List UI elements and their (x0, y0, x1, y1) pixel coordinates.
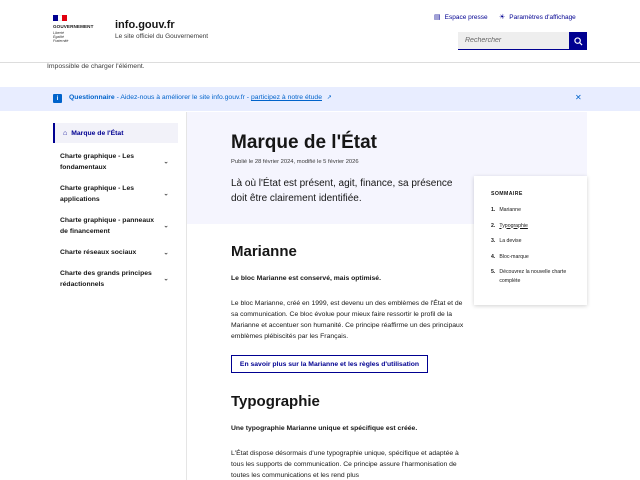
notice-title: Questionnaire (69, 94, 115, 101)
logo-word: GOUVERNEMENT (53, 24, 94, 29)
section-subtitle-typographie: Une typographie Marianne unique et spécifique est créée. (231, 425, 418, 432)
sidebar-item-fondamentaux[interactable]: Charte graphique - Les fondamentaux ⌄ (60, 153, 169, 171)
page-lead: Là où l'État est présent, agit, finance, sa présence doit être clairement identifiée. (231, 178, 453, 204)
summary-title: SOMMAIRE (491, 191, 523, 197)
notice-link[interactable]: participez à notre étude (250, 94, 322, 101)
summary-item[interactable]: 2. Typographie (491, 222, 528, 229)
marianne-more-button[interactable]: En savoir plus sur la Marianne et les règles d'utilisation (231, 355, 428, 373)
section-body-typographie: L'État dispose désormais d'une typographie unique, spécifique et adaptée à tous les supports de communication. Ce principe assure l'harmonisation de toutes les communications et les rend plus (231, 450, 459, 479)
notice-text (69, 94, 332, 101)
tricolor-flag-icon (53, 15, 67, 21)
chevron-down-icon: ⌄ (163, 249, 169, 256)
sidebar-item-panneaux[interactable]: Charte graphique - panneaux de financement ⌄ (60, 217, 169, 235)
sidebar-nav (53, 123, 178, 290)
questionnaire-notice (0, 87, 640, 111)
press-link[interactable]: ▤ Espace presse (434, 13, 488, 21)
section-title-typographie: Typographie (231, 393, 320, 410)
sidebar-item-redactionnels[interactable]: Charte des grands principes rédactionnels ⌄ (60, 270, 169, 288)
notice-body: - Aidez-nous à améliorer le site info.gouv.fr - (114, 94, 251, 101)
site-tagline: Le site officiel du Gouvernement (115, 33, 209, 40)
summary-item[interactable]: 3. La devise (491, 238, 522, 244)
search-icon (574, 37, 583, 46)
external-link-icon: ↗ (326, 95, 332, 101)
page-meta: Publié le 28 février 2024, modifié le 5 février 2026 (231, 159, 359, 165)
chevron-down-icon: ⌄ (163, 190, 169, 198)
search-input[interactable] (458, 32, 569, 50)
site-title[interactable]: info.gouv.fr (115, 19, 175, 31)
gouvernement-logo[interactable] (53, 15, 105, 43)
logo-motto: Liberté Égalité Fraternité (53, 31, 69, 43)
chevron-down-icon: ⌄ (163, 275, 169, 283)
section-subtitle-marianne: Le bloc Marianne est conservé, mais optimisé. (231, 275, 381, 282)
sidebar-item-applications[interactable]: Charte graphique - Les applications ⌄ (60, 185, 169, 203)
load-error-message: Impossible de charger l'élément. (47, 63, 145, 70)
summary-item[interactable]: 1. Marianne (491, 207, 521, 213)
search-button[interactable] (569, 32, 587, 50)
summary-item[interactable]: 5. Découvrez la nouvelle charte complète (491, 269, 567, 284)
sidebar-item-marque[interactable]: ⌂ Marque de l'État (53, 123, 178, 143)
chevron-down-icon: ⌄ (163, 222, 169, 230)
press-icon: ▤ (434, 14, 441, 21)
site-header (0, 0, 640, 62)
sun-icon: ☀ (499, 14, 506, 21)
chevron-down-icon: ⌄ (163, 158, 169, 166)
page-title: Marque de l'État (231, 132, 377, 153)
sidebar-item-reseaux[interactable]: Charte réseaux sociaux ⌄ (60, 249, 169, 256)
section-title-marianne: Marianne (231, 243, 297, 260)
summary-box (474, 176, 587, 305)
home-icon: ⌂ (63, 129, 68, 137)
close-icon[interactable]: ✕ (575, 93, 582, 102)
section-body-marianne: Le bloc Marianne, créé en 1999, est devenu un des emblèmes de l'État et de sa communication. Ce bloc évolue pour mieux faire ressortir le profil de la Marianne et accentuer son humanité. Ce principe réaffirme un des principaux emblèmes plébiscités par les Français. (231, 300, 464, 340)
info-icon: i (53, 94, 62, 103)
display-settings-link[interactable]: ☀ Paramètres d'affichage (499, 13, 576, 21)
search-bar (458, 32, 587, 50)
summary-list (491, 206, 581, 292)
summary-item[interactable]: 4. Bloc-marque (491, 253, 529, 260)
